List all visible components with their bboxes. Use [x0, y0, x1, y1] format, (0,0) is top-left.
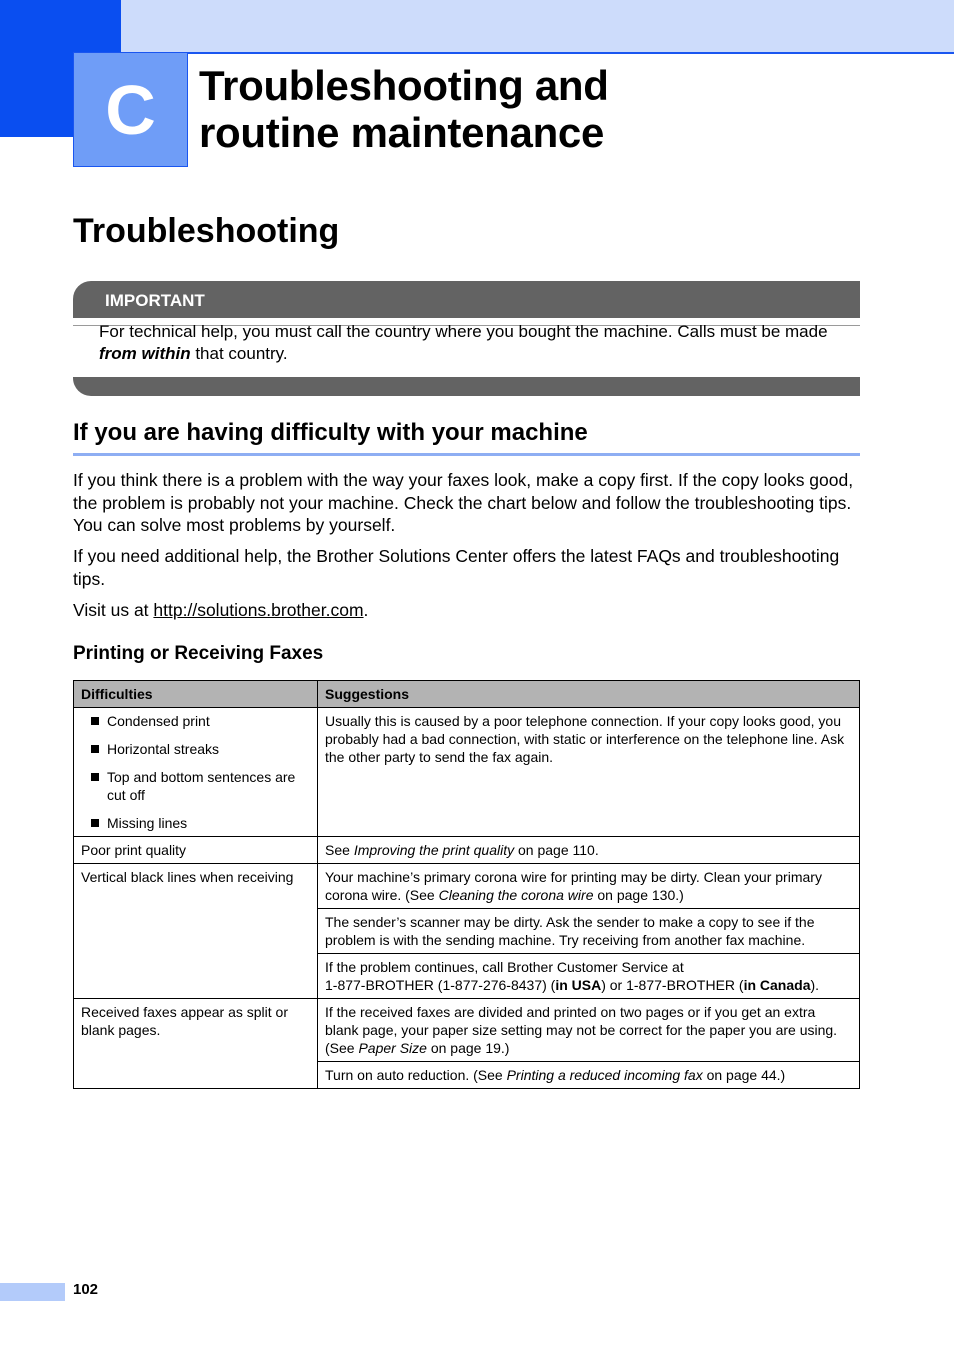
country-usa: in USA [555, 977, 602, 993]
suggestion-cell [318, 837, 860, 864]
visit-period: . [363, 600, 369, 620]
important-text [99, 321, 859, 365]
suggestion-text: on page 110. [514, 842, 599, 858]
list-item [81, 814, 310, 832]
bullet-square-icon [91, 717, 99, 725]
suggestion-text: 1-877-BROTHER (1-877-276-8437) ( [325, 977, 556, 993]
suggestion-cell [318, 1062, 860, 1089]
chapter-title-line2: routine maintenance [199, 109, 605, 156]
visit-paragraph [73, 599, 860, 622]
suggestion-text: Turn on auto reduction. (See [325, 1067, 507, 1083]
subsection-rule [73, 453, 860, 456]
suggestion-text: If the received faxes are divided and printed on two pages or if you get an extra blank page, your paper size setting may not be correct for the paper you are using. (See [325, 1004, 838, 1056]
bullet-text: Top and bottom sentences are cut off [107, 769, 296, 803]
bullet-square-icon [91, 819, 99, 827]
difficulty-cell: Poor print quality [74, 837, 318, 864]
list-item [81, 768, 310, 804]
important-header [73, 281, 860, 318]
list-item [81, 740, 310, 758]
solutions-link[interactable]: http://solutions.brother.com [153, 600, 364, 620]
suggestion-cell [318, 999, 860, 1062]
suggestion-text: ). [810, 977, 820, 993]
difficulty-bullet-list [81, 712, 310, 832]
suggestion-text: on page 130.) [593, 887, 684, 903]
bullet-square-icon [91, 773, 99, 781]
important-text-part1: For technical help, you must call the country where you bought the machine. Calls must be made [99, 322, 828, 341]
important-footer [73, 377, 860, 396]
difficulty-cell: Received faxes appear as split or blank pages. [74, 999, 318, 1089]
table-header-row [74, 681, 860, 708]
cross-reference: Improving the print quality [353, 842, 515, 858]
header-band [121, 0, 954, 54]
list-item [81, 712, 310, 730]
suggestion-text: on page 44.) [702, 1067, 786, 1083]
table-row [74, 708, 860, 837]
bullet-text: Horizontal streaks [107, 741, 220, 757]
page-number-tab [0, 1283, 65, 1301]
table-row [74, 837, 860, 864]
bullet-text: Condensed print [107, 713, 210, 729]
cross-reference: Printing a reduced incoming fax [506, 1067, 703, 1083]
table-row [74, 864, 860, 909]
table-heading: Printing or Receiving Faxes [73, 643, 324, 664]
chapter-title [199, 62, 609, 156]
troubleshooting-table [73, 680, 860, 1089]
cross-reference: Paper Size [358, 1040, 427, 1056]
suggestion-text: If the problem continues, call Brother Customer Service at [325, 959, 684, 975]
header-difficulties: Difficulties [74, 681, 318, 708]
bullet-text: Missing lines [107, 815, 188, 831]
table-row [74, 999, 860, 1062]
suggestion-cell: The sender’s scanner may be dirty. Ask the sender to make a copy to see if the problem is with the sending machine. Try receiving from another fax machine. [318, 909, 860, 954]
bullet-square-icon [91, 745, 99, 753]
suggestion-text: See [325, 842, 354, 858]
important-emphasis: from within [99, 344, 191, 363]
intro-paragraph: If you think there is a problem with the way your faxes look, make a copy first. If the copy looks good, the problem is probably not your machine. Check the chart below and follow the troubleshooting tips. You can solve most problems by yourself. [73, 470, 854, 535]
suggestion-text: Your machine’s primary corona wire for printing may be dirty. Clean your primary corona wire. (See [325, 869, 822, 903]
difficulty-cell [74, 708, 318, 837]
suggestion-text: on page 19.) [426, 1040, 510, 1056]
chapter-letter: C [73, 52, 188, 167]
difficulty-cell: Vertical black lines when receiving [74, 864, 318, 999]
suggestion-cell: Usually this is caused by a poor telephone connection. If your copy looks good, you probably had a bad connection, with static or interference on the telephone line. Ask the other party to send the fax again. [318, 708, 860, 837]
visit-text: Visit us at [73, 600, 154, 620]
page-number: 102 [73, 1281, 99, 1298]
important-label: IMPORTANT [105, 291, 205, 310]
country-canada: in Canada [743, 977, 811, 993]
help-paragraph: If you need additional help, the Brother Solutions Center offers the latest FAQs and troubleshooting tips. [73, 546, 840, 589]
chapter-title-line1: Troubleshooting and [199, 62, 609, 109]
suggestion-text: ) or 1-877-BROTHER ( [601, 977, 744, 993]
header-suggestions: Suggestions [318, 681, 860, 708]
suggestion-cell [318, 954, 860, 999]
cross-reference: Cleaning the corona wire [438, 887, 594, 903]
important-text-part2: that country. [190, 344, 288, 363]
subsection-title: If you are having difficulty with your machine [73, 419, 588, 446]
section-title: Troubleshooting [73, 212, 340, 250]
suggestion-cell [318, 864, 860, 909]
